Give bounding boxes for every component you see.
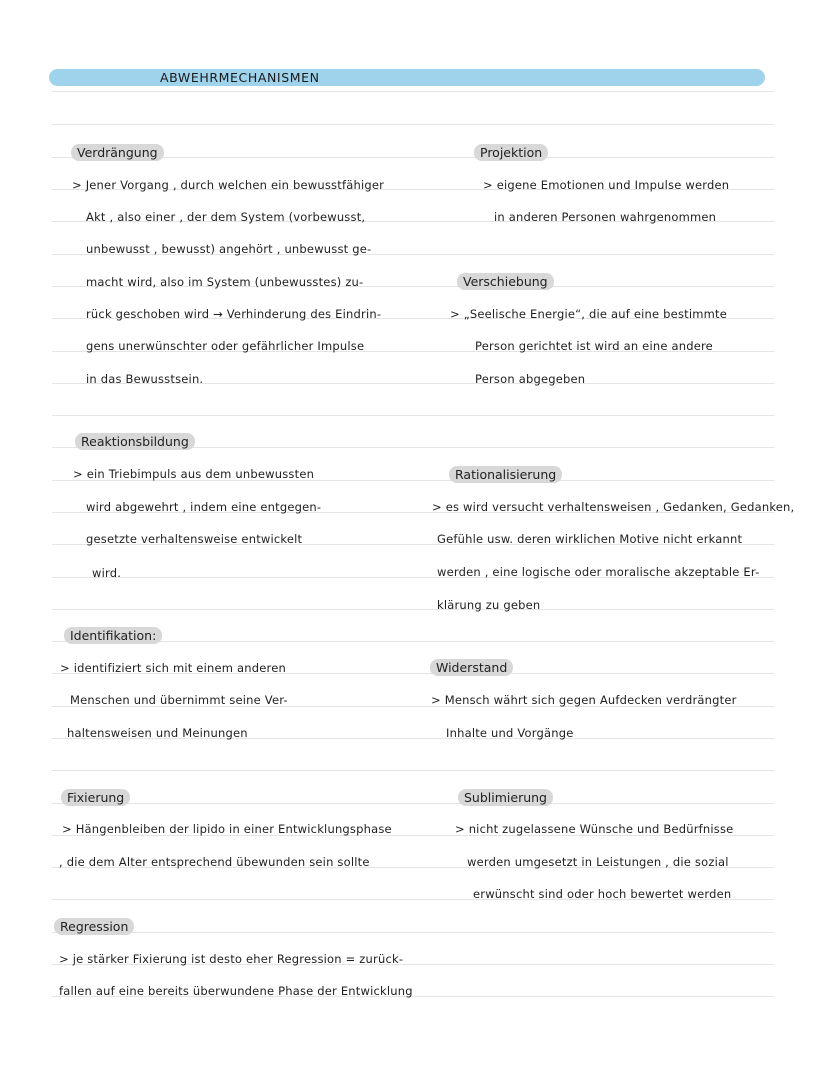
text-line: > Hängenbleiben der lipido in einer Entwicklungsphase — [62, 822, 392, 836]
text-line: in das Bewusstsein. — [86, 372, 204, 386]
text-line: werden , eine logische oder moralische akzeptable Er- — [437, 565, 760, 579]
text-line: gens unerwünschter oder gefährlicher Impulse — [86, 339, 365, 353]
text-line: > es wird versucht verhaltensweisen , Gedanken, Gedanken, — [432, 500, 795, 514]
heading-widerstand: Widerstand — [430, 659, 513, 676]
text-line: Person gerichtet ist wird an eine andere — [475, 339, 713, 353]
heading-verschiebung: Verschiebung — [457, 273, 554, 290]
text-line: > je stärker Fixierung ist desto eher Regression = zurück- — [59, 952, 404, 966]
text-line: in anderen Personen wahrgenommen — [494, 210, 717, 224]
heading-fixierung: Fixierung — [61, 789, 130, 806]
heading-projektion: Projektion — [474, 144, 548, 161]
text-line: > identifiziert sich mit einem anderen — [60, 661, 286, 675]
text-line: Person abgegeben — [475, 372, 586, 386]
text-line: > Jener Vorgang , durch welchen ein bewusstfähiger — [72, 178, 385, 192]
text-line: wird. — [92, 566, 122, 580]
title-highlight — [49, 69, 765, 86]
text-line: > „Seelische Energie“, die auf eine bestimmte — [450, 307, 728, 321]
text-line: rück geschoben wird → Verhinderung des Eindrin- — [86, 307, 382, 321]
text-line: wird abgewehrt , indem eine entgegen- — [86, 500, 322, 514]
text-line: werden umgesetzt in Leistungen , die sozial — [467, 855, 729, 869]
text-line: Gefühle usw. deren wirklichen Motive nicht erkannt — [437, 532, 743, 546]
text-line: Inhalte und Vorgänge — [446, 726, 574, 740]
heading-reaktionsbildung: Reaktionsbildung — [75, 433, 195, 450]
text-line: > Mensch währt sich gegen Aufdecken verdrängter — [431, 693, 737, 707]
text-line: > ein Triebimpuls aus dem unbewussten — [73, 467, 315, 481]
text-line: > nicht zugelassene Wünsche und Bedürfnisse — [455, 822, 734, 836]
text-line: Menschen und übernimmt seine Ver- — [70, 693, 288, 707]
page-title: ABWEHRMECHANISMEN — [160, 70, 320, 85]
text-line: haltensweisen und Meinungen — [67, 726, 248, 740]
heading-rationalisierung: Rationalisierung — [449, 466, 562, 483]
text-line: Akt , also einer , der dem System (vorbewusst, — [86, 210, 366, 224]
text-line: unbewusst , bewusst) angehört , unbewusst ge- — [86, 242, 372, 256]
heading-verdraengung: Verdrängung — [71, 144, 164, 161]
text-line: erwünscht sind oder hoch bewertet werden — [473, 887, 732, 901]
text-line: fallen auf eine bereits überwundene Phase der Entwicklung — [59, 984, 413, 998]
heading-sublimierung: Sublimierung — [458, 789, 553, 806]
text-line: klärung zu geben — [437, 598, 541, 612]
text-line: > eigene Emotionen und Impulse werden — [483, 178, 730, 192]
heading-identifikation: Identifikation: — [64, 627, 162, 644]
heading-regression: Regression — [54, 918, 134, 935]
text-line: gesetzte verhaltensweise entwickelt — [86, 532, 303, 546]
text-line: macht wird, also im System (unbewusstes) zu- — [86, 275, 364, 289]
text-line: , die dem Alter entsprechend übewunden sein sollte — [59, 855, 370, 869]
